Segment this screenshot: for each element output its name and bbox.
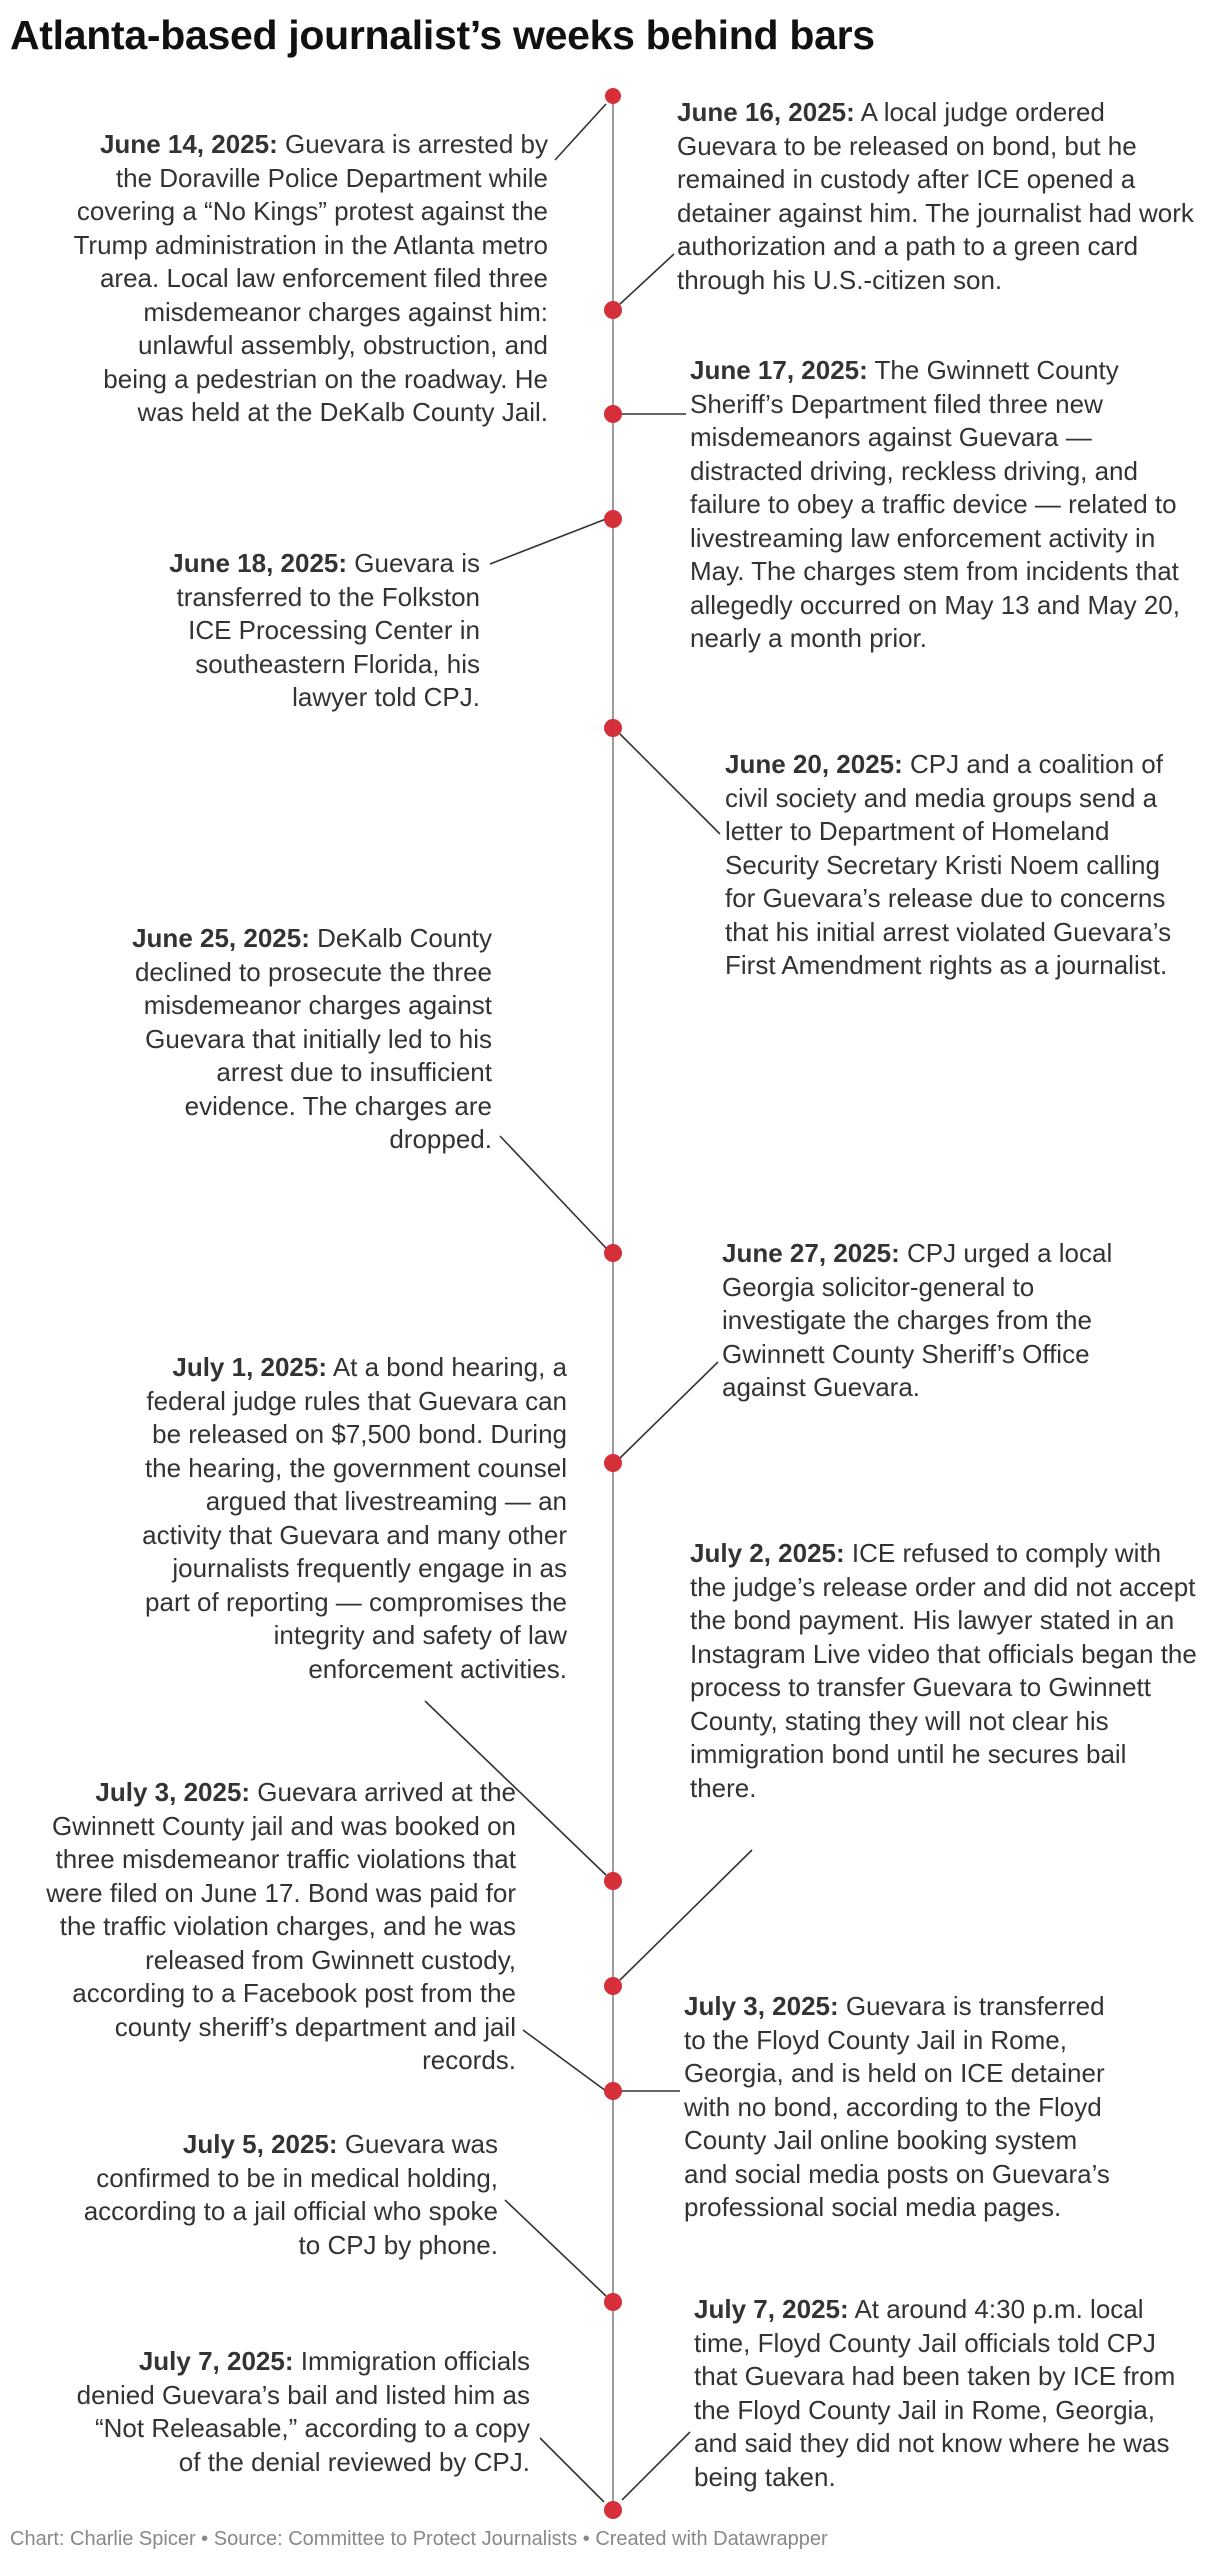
connector-line: [555, 104, 606, 160]
event-date: June 17, 2025:: [690, 355, 868, 385]
timeline-event: [70, 2128, 498, 2262]
timeline-marker: [604, 1244, 622, 1262]
event-description: Guevara arrived at the Gwinnett County jail and was booked on three misdemeanor traffic violations that were filed on June 17. Bond was paid for the traffic violation charges, and he was released from Gwinnett custody, according to a Facebook post from the county sheriff’s department and jail records.: [46, 1777, 516, 2075]
event-description: CPJ urged a local Georgia solicitor-general to investigate the charges from the Gwinnett County Sheriff’s Office against Guevara.: [722, 1238, 1113, 1402]
connector-line: [622, 2432, 690, 2500]
timeline-marker: [604, 2293, 622, 2311]
event-date: July 7, 2025:: [694, 2294, 849, 2324]
timeline-event: [677, 96, 1207, 297]
event-description: At a bond hearing, a federal judge rules that Guevara can be released on $7,500 bond. During the hearing, the government counsel argued that livestreaming — an activity that Guevara and many other journalists frequently engage in as part of reporting — compromises the integrity and safety of law enforcement activities.: [142, 1352, 567, 1684]
timeline-marker: [604, 405, 622, 423]
connector-line: [620, 1362, 718, 1458]
timeline-marker: [604, 2082, 622, 2100]
event-date: June 20, 2025:: [725, 749, 903, 779]
timeline-marker: [604, 1977, 622, 1995]
timeline-marker: [604, 510, 622, 528]
connector-line: [505, 2200, 606, 2296]
timeline-event: [694, 2293, 1194, 2494]
event-date: July 7, 2025:: [138, 2346, 294, 2376]
event-description: Guevara is transferred to the Floyd County Jail in Rome, Georgia, and is held on ICE detainer with no bond, according to the Floyd County Jail online booking system and social media posts on Guevara’s professional social media pages.: [684, 1991, 1110, 2222]
event-description: CPJ and a coalition of civil society and media groups send a letter to Department of Homeland Security Secretary Kristi Noem calling for Guevara’s release due to concerns that his initial arrest violated Guevara’s First Amendment rights as a journalist.: [725, 749, 1172, 980]
timeline-marker: [604, 2501, 622, 2519]
event-description: Guevara was confirmed to be in medical holding, according to a jail official who spoke to CPJ by phone.: [83, 2129, 498, 2260]
connector-line: [620, 1850, 752, 1980]
timeline-event: [684, 1990, 1124, 2225]
connector-line: [523, 2030, 606, 2091]
timeline-event: [130, 922, 492, 1157]
timeline-event: [130, 1351, 567, 1686]
event-description: A local judge ordered Guevara to be released on bond, but he remained in custody after ICE opened a detainer against him. The journalist had work authorization and a path to a green card through his U.S.-citizen son.: [677, 97, 1194, 295]
connector-line: [620, 254, 674, 304]
timeline-marker: [604, 719, 622, 737]
timeline-marker: [604, 301, 622, 319]
timeline-event: [130, 547, 480, 715]
event-date: June 27, 2025:: [722, 1238, 900, 1268]
event-date: July 3, 2025:: [95, 1777, 251, 1807]
chart-title: Atlanta-based journalist’s weeks behind bars: [10, 12, 875, 58]
event-description: Immigration officials denied Guevara’s bail and listed him as “Not Releasable,” according to a copy of the denial reviewed by CPJ.: [76, 2346, 530, 2477]
timeline-event: [690, 1537, 1200, 1805]
event-description: The Gwinnett County Sheriff’s Department filed three new misdemeanors against Guevara — distracted driving, reckless driving, and failure to obey a traffic device — related to livestreaming law enforcement activity in May. The charges stem from incidents that allegedly occurred on May 13 and May 20, nearly a month prior.: [690, 355, 1180, 653]
event-date: July 3, 2025:: [684, 1991, 839, 2021]
event-description: Guevara is transferred to the Folkston ICE Processing Center in southeastern Florida, his lawyer told CPJ.: [176, 548, 480, 712]
timeline-marker: [604, 1872, 622, 1890]
timeline-event: [70, 128, 548, 430]
event-date: June 25, 2025:: [132, 923, 310, 953]
timeline-event: [40, 1776, 516, 2078]
event-date: July 2, 2025:: [690, 1538, 845, 1568]
event-date: July 1, 2025:: [172, 1352, 328, 1382]
connector-line: [490, 519, 606, 564]
event-date: June 18, 2025:: [169, 548, 348, 578]
event-description: At around 4:30 p.m. local time, Floyd County Jail officials told CPJ that Guevara had been taken by ICE from the Floyd County Jail in Rome, Georgia, and said they did not know where he was being taken.: [694, 2294, 1176, 2492]
timeline-marker: [604, 1454, 622, 1472]
connector-line: [620, 734, 720, 834]
event-date: July 5, 2025:: [182, 2129, 338, 2159]
chart-footer: Chart: Charlie Spicer • Source: Committee to Protect Journalists • Created with Datawrapper: [10, 2528, 828, 2550]
event-date: June 14, 2025:: [99, 129, 278, 159]
connector-line: [500, 1136, 606, 1248]
timeline-event: [722, 1237, 1142, 1405]
event-description: DeKalb County declined to prosecute the three misdemeanor charges against Guevara that initially led to his arrest due to insufficient evidence. The charges are dropped.: [134, 923, 492, 1154]
timeline-event: [725, 748, 1185, 983]
timeline-event: [70, 2345, 530, 2479]
event-description: ICE refused to comply with the judge’s release order and did not accept the bond payment. His lawyer stated in an Instagram Live video that officials began the process to transfer Guevara to Gwinnett County, stating they will not clear his immigration bond until he secures bail there.: [690, 1538, 1197, 1803]
timeline-event: [690, 354, 1210, 656]
event-date: June 16, 2025:: [677, 97, 855, 127]
timeline-start-marker: [605, 88, 621, 104]
event-description: Guevara is arrested by the Doraville Police Department while covering a “No Kings” protest against the Trump administration in the Atlanta metro area. Local law enforcement filed three misdemeanor charges against him: unlawful assembly, obstruction, and being a pedestrian on the roadway. He was held at the DeKalb County Jail.: [73, 129, 548, 427]
connector-line: [540, 2438, 604, 2502]
